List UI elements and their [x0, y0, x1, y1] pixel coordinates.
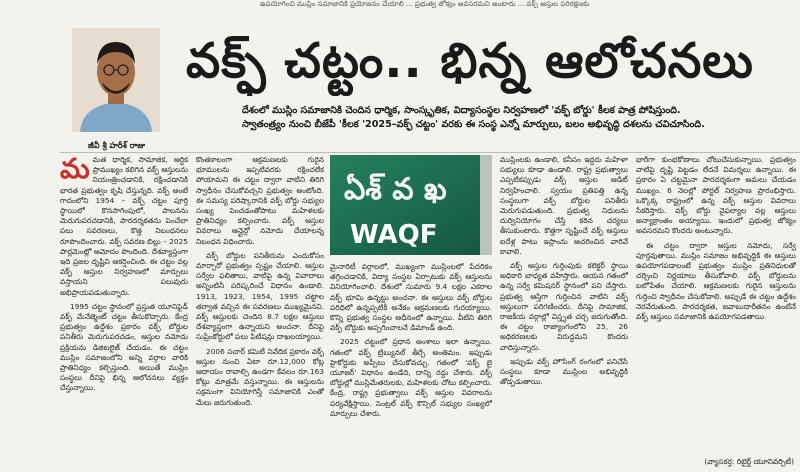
deck-line: దేశంలో ముస్లిం సమాజానికి చెందిన ధార్మిక, సాంస్కృతిక, విద్యాసంస్థల నిర్వహణలో 'వక్ఫ్ బోర్డు' కీలక పాత్ర పోషిస్తుంది. — [242, 105, 681, 116]
paragraph: 2025 చట్టంలో ప్రధాన అంశాలు ఇలా ఉన్నాయి. గతంలో వక్ఫ్ ట్రిబ్యునల్ తీర్పే అంతిమం. ఇప్పుడు హైకోర్టుకు అప్పీలు చేసుకోవచ్చు. గతంలో 'వక్ఫ్ బై యూజర్' విధానం ఉండేది, దాన్ని రద్దు చేశారు. వక్ఫ్ బోర్డుల్లో ముస్లిమేతరులకు, మహిళలకు చోటు కల్పించారు. కేంద్ర, రాష్ట్ర ప్రభుత్వాలు వక్ఫ్ ఆస్తుల వివరాలను పర్యవేక్షిస్తాయి. సెంట్రల్ వక్ఫ్ కౌన్సిల్ సభ్యుల సంఖ్యలో మార్పులు చేశారు. — [330, 337, 492, 418]
paragraph: కొంతకాలంగా ఆక్రమణలకు గురైన భూములను ఇప్పటివరకు రక్షించలేక పోయామని ఈ చట్టం ద్వారా వాటిని తిరిగి స్వాధీనం చేసుకోవచ్చని ప్రభుత్వం అంటోంది. ఈ సమస్య పరిష్కారానికి వక్ఫ్ బోర్డు సభ్యుల సంఖ్య పెంచడంతోపాటు మహిళలకు ప్రాతినిధ్యం కల్పించారు. వక్ఫ్ ఆస్తుల వివరాలు ఆన్లైన్లో నమోదు చేయాలన్న నిబంధన విధించారు. — [196, 155, 324, 246]
article-column-3 — [330, 262, 492, 472]
author-byline: జీవీ శ్రీ హరీశ్ రాజు — [88, 141, 145, 150]
deck-summary — [242, 104, 792, 132]
deck-line: స్వాతంత్ర్యం నుంచి బీజేపీ 'కీలక '2025–వక్ఫ్ చట్టం' వరకు ఈ సంస్థ ఎన్నో మార్పులు, బలం అభివృద్ధి దశలను చవిచూసింది. — [242, 119, 705, 130]
sign-script: ఏశ్ వ ఖ — [344, 172, 447, 207]
article-column-4 — [500, 155, 628, 472]
article-column-2 — [196, 155, 324, 472]
paragraph: వక్ఫ్ ఆస్తుల గుర్తింపుకు కలెక్టర్ స్థాయి అధికారి బాధ్యత వహిస్తారు. ఆయన గతంలో ఉన్న సర్వే కమిషనర్ స్థానంలో పని చేస్తారు. ప్రభుత్వ ఆస్తిగా గుర్తించిన వాటిని వక్ఫ్ ఆస్తులుగా పరిగణించరు. దీనిపై సామాజిక, రాజకీయ వర్గాల్లో విస్తృత చర్చ జరుగుతోంది. ఈ చట్టం రాజ్యాంగంలోని 25, 26 అధికరణలకు విరుద్ధమని కొందరు వాదిస్తున్నారు. — [500, 261, 628, 352]
author-portrait-icon — [72, 28, 160, 132]
paragraph-text: మత ధార్మిక, సామాజిక, ఆర్థిక ప్రాముఖ్యం కలిగిన వక్ఫ్ ఆస్తులను నియంత్రించడానికి, రక్షించడానికి భారత ప్రభుత్వం కృషి చేస్తున్నది. వక్ఫ్ అంటే గాదంలోని 1954 – వక్ఫ్ చట్టం పూర్తి స్థాయిలో కొనసాగింపులో, పాలనను మెరుగుపరచడానికి, పారదర్శకతను పెంచేలా పలు సవరణలు, కొత్త నిబంధనలు రూపొందించారు. వక్ఫ్ సవరణ బిల్లు – 2025 పార్లమెంట్లో ఆమోదం పొందింది. దేశవ్యాప్తంగా ఇది ప్రజల దృష్టిని ఆకర్షించింది. ఈ చట్టం వల్ల వక్ఫ్ ఆస్తుల నిర్వహణలో మార్పులు వస్తాయని పలువురు అభిప్రాయపడుతున్నారు. — [60, 155, 188, 297]
paragraph: ఇప్పుడు వక్ఫ్ హౌసింగ్ రంగంలో పనిచేసే సంస్థలు కూడా ముస్లింల అభివృద్ధికి తోడ్పడుతాయి. — [500, 356, 628, 387]
paragraph: వక్ఫ్ బోర్డుల పనితీరును ఎందుకోసం మార్చారో ప్రభుత్వం స్పష్టం చేయాలి. ఆస్తుల సర్వేల ఫలితాలు, వాటిపై ఉన్న వివాదాలు అన్నింటినీ పరిష్కరించే విధానం ఉండాలి. 1913, 1923, 1954, 1995 చట్టాల తర్వాత వచ్చిన ఈ సవరణలు ముఖ్యమైనవి. వక్ఫ్ ఆస్తులకు చెందిన 8.7 లక్షల ఆస్తులు దేశవ్యాప్తంగా ఉన్నాయని అంచనా. దీనిపై సుప్రీంకోర్టులో పలు పిటిషన్లు దాఖలయ్యాయి. — [196, 250, 324, 342]
article-column-1 — [60, 155, 188, 472]
waqf-sign-image — [330, 155, 492, 255]
author-credit: (వ్యాసకర్త: రిటైర్డ్ యూనివర్సిటీ) — [704, 457, 794, 466]
divider — [60, 152, 800, 153]
sign-text: WAQF — [350, 220, 438, 250]
headline: వక్ఫ్ చట్టం.. భిన్న ఆలోచనలు — [186, 33, 754, 89]
paragraph: ఈ చట్టం ద్వారా ఆస్తుల నమోదు, సర్వే పూర్తవుతాయి. ముస్లిం సమాజం అభివృద్ధికి ఈ ఆస్తులు ఉపయోగపడాలంటే ప్రభుత్వం ముస్లిం ప్రతినిధులతో చర్చించి నిర్ణయాలు తీసుకోవాలి. వక్ఫ్ బోర్డులను బలోపేతం చేయాలి. ఆక్రమణలకు గురైన ఆస్తులను గుర్తించి స్వాధీనం చేసుకోవాలి. అప్పుడే ఈ చట్టం ఉద్దేశం నెరవేరుతుంది. పారదర్శకత, జవాబుదారీతనం ఉంటేనే వక్ఫ్ ఆస్తులు సమాజానికి ఉపయోగపడతాయి. — [636, 240, 796, 322]
paragraph: మైనారిటీ వర్గాలలో, ముఖ్యంగా ముస్లింలలో పేదరికం తగ్గించడానికి, విద్యా సంస్థల ఏర్పాటుకు వక్ఫ్ ఆస్తులను వినియోగించాలి. దేశంలో సుమారు 9.4 లక్షల ఎకరాల వక్ఫ్ భూమి ఉన్నట్టు అంచనా. ఈ ఆస్తులు వక్ఫ్ బోర్డుల పరిధిలో ఉన్నప్పటికీ అనేకం ఆక్రమణలకు గురయ్యాయి. కొన్ని ప్రభుత్వ సంస్థల ఆధీనంలో ఉన్నాయి. వీటిని తిరిగి వక్ఫ్ బోర్డుకు అప్పగించాలనే డిమాండ్ ఉంది. — [330, 262, 492, 333]
author-photo — [72, 28, 160, 132]
paragraph — [60, 155, 188, 298]
article-column-5 — [636, 155, 796, 455]
dropcap: మ — [60, 155, 90, 185]
top-strip-text: ఉపయోగించి ముస్లిం సమాజానికి ప్రయోజనం చేయాలి ... ప్రభుత్వ జోక్యం అవసరమని అంటారు ... వక్ఫ్ ఆస్తుల పరిరక్షణకు — [260, 0, 590, 8]
paragraph: 2006 సచార్ కమిటీ నివేదిక ప్రకారం వక్ఫ్ ఆస్తుల నుంచి ఏటా రూ.12,000 కోట్ల ఆదాయం రావాల్సి ఉండగా కేవలం రూ.163 కోట్లు మాత్రమే వస్తున్నాయి. ఈ ఆస్తులను సక్రమంగా వినియోగిస్తే సమాజానికి ఎంతో మేలు జరుగుతుంది. — [196, 346, 324, 407]
paragraph: 1995 చట్టం స్థానంలో ప్రస్తుత యూనిఫైడ్ వక్ఫ్ మేనేజ్మెంట్ చట్టం తీసుకొచ్చారు. కేంద్ర ప్రభుత్వం ఉద్దేశం ప్రకారం వక్ఫ్ బోర్డుల పనితీరు మెరుగుపరచడం, ఆస్తుల నమోదు ప్రక్రియను డిజిటలైజ్ చేయడం. ఈ చట్టం ముస్లిం సమాజంలోని అన్ని వర్గాల వారికి ప్రాతినిధ్యం కల్పిస్తుంది. అయితే ముస్లిం సంస్థలు దీనిపై భిన్న ఆలోచనలు వ్యక్తం చేస్తున్నాయి. — [60, 301, 188, 393]
paragraph: ముస్లింలకు ఉండాలి, కనీసం ఇద్దరు మహిళా సభ్యులు కూడా ఉండాలి. రాష్ట్ర ప్రభుత్వాలు ఎప్పటికప్పుడు వక్ఫ్ ఆస్తుల ఆడిట్ నిర్వహించాలి. స్వయం ప్రతిపత్తి ఉన్న సంస్థలుగా వక్ఫ్ బోర్డుల పనితీరు మెరుగుపడుతుంది. ప్రభుత్వ నిధులను దుర్వినియోగం చేస్తే కఠిన చర్యలు తీసుకుంటారు. కొత్తగా సృష్టించే వక్ఫ్ ఆస్తులు ఐదేళ్ల పాటు ఇస్లాంను ఆచరించిన వారివే కావాలి. — [500, 155, 628, 256]
paragraph: భారీగా కుంభకోణాలు చోటుచేసుకున్నాయి. ప్రభుత్వం వాటిపై దృష్టి పెట్టడం లేదనే విమర్శలు ఉన్నాయి. ఈ ప్రకారం ఏ చట్టమైనా పారదర్శకంగా అమలు చేయడం ముఖ్యం. 6 నెలల్లో పోర్టల్ నిర్వహణ ప్రారంభిస్తారు. ఒక్కొక్క రాష్ట్రంలో ఉన్న వక్ఫ్ ఆస్తుల వివరాలు సేకరిస్తారు. వక్ఫ్ బోర్డు వైఫల్యాల వల్ల ఆస్తులు అన్యాక్రాంతం అయ్యాయి. ఇందులో ప్రభుత్వ జోక్యం అవసరమని కొందరు అంటున్నారు. — [636, 155, 796, 236]
